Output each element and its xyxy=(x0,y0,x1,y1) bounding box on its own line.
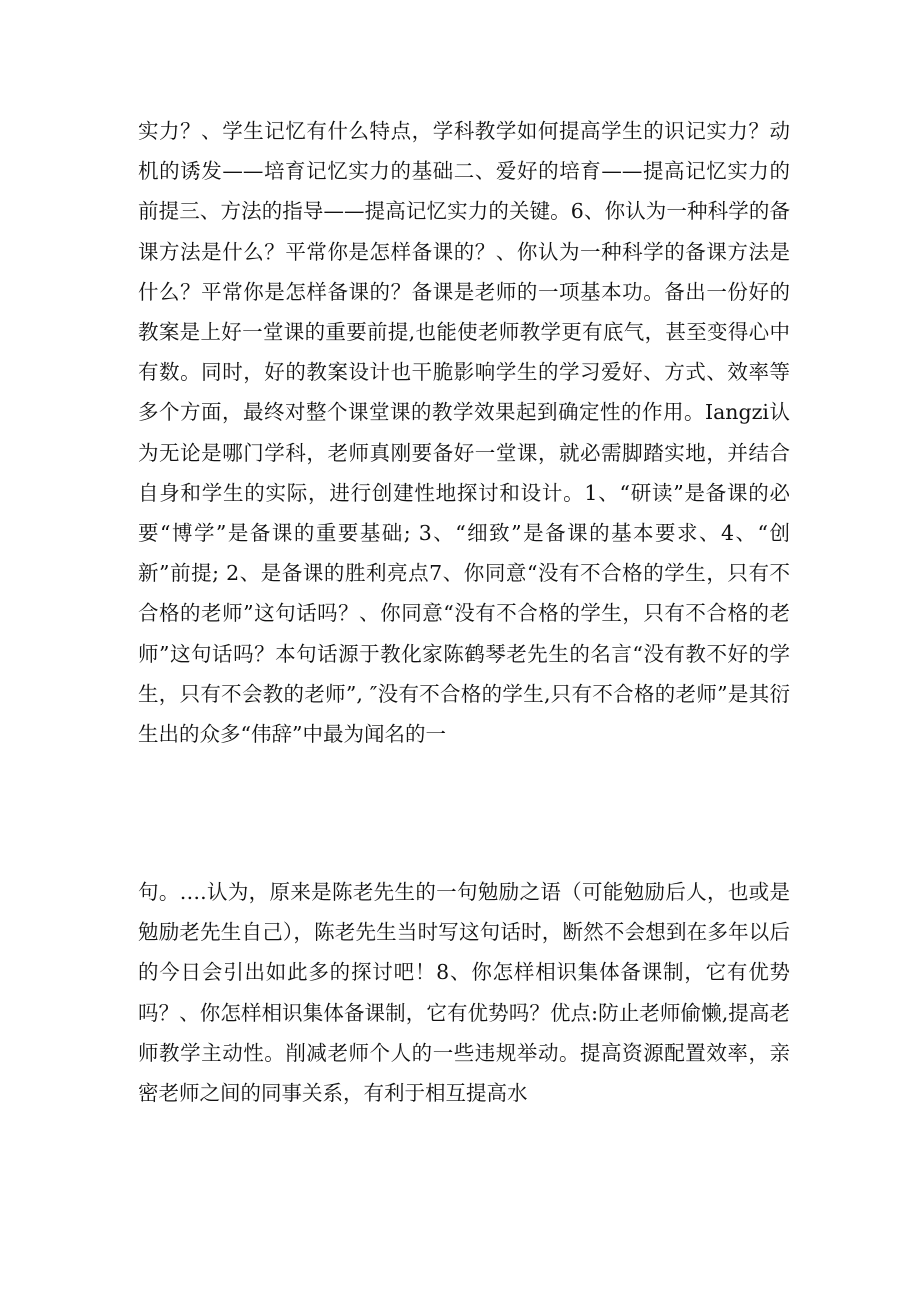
body-paragraph-1: 实力？、学生记忆有什么特点，学科教学如何提高学生的识记实力？动机的诱发——培育记忆实力的基础二、爱好的培育——提高记忆实力的前提三、方法的指导——提高记忆实力的关键。6、你认为一种科学的备课方法是什么？平常你是怎样备课的？、你认为一种科学的备课方法是什么？平常你是怎样备课的？备课是老师的一项基本功。备出一份好的教案是上好一堂课的重要前提,也能使老师教学更有底气，甚至变得心中有数。同时，好的教案设计也干脆影响学生的学习爱好、方式、效率等多个方面，最终对整个课堂课的教学效果起到确定性的作用。Iangzi认为无论是哪门学科，老师真刚要备好一堂课，就必需脚踏实地，并结合自身和学生的实际，进行创建性地探讨和设计。1、“研读”是备课的必要“博学”是备课的重要基础; 3、“细致”是备课的基本要求、4、“创新”前提; 2、是备课的胜利亮点7、你同意“没有不合格的学生，只有不合格的老师”这句话吗？、你同意“没有不合格的学生，只有不合格的老师”这句话吗？本句话源于教化家陈鹤琴老先生的名言“没有教不好的学生，只有不会教的老师”, ″没有不合格的学生,只有不合格的老师”是其衍生出的众多“伟辞”中最为闻名的一 xyxy=(138,119,790,747)
body-paragraph-2: 句。….认为，原来是陈老先生的一句勉励之语（可能勉励后人，也或是勉励老先生自己），陈老先生当时写这句话时，断然不会想到在多年以后的今日会引出如此多的探讨吧！8、你怎样相识集体备课制，它有优势吗？、你怎样相识集体备课制，它有优势吗？优点:防止老师偷懒,提高老师教学主动性。削减老师个人的一些违规举动。提高资源配置效率，亲密老师之间的同事关系，有利于相互提高水 xyxy=(138,880,790,1106)
